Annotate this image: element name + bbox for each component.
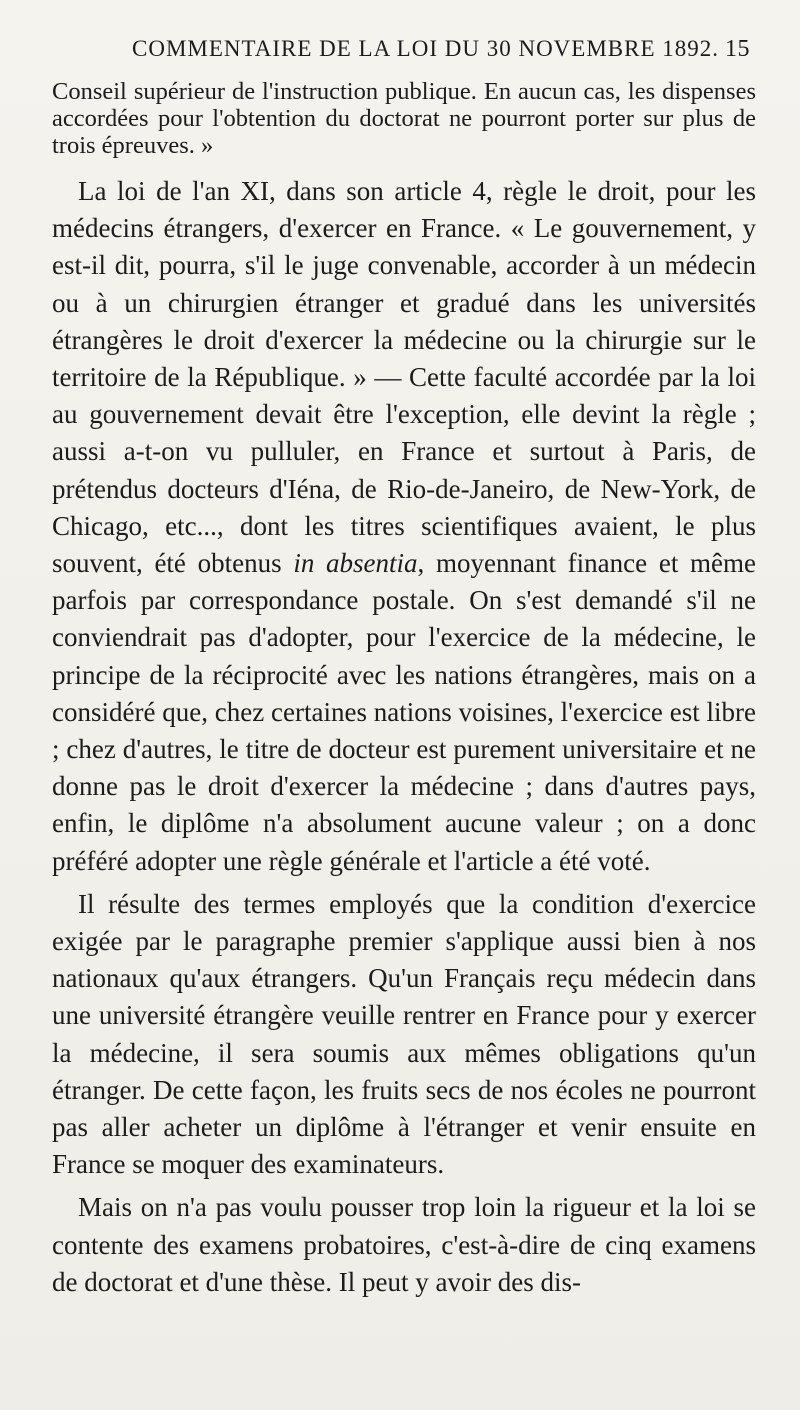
paragraph-2 (52, 173, 756, 880)
paragraph-4-text: Mais on n'a pas voulu pousser trop loin la rigueur et la loi se contente des examens probatoires, c'est-à-dire de cinq examens de doctorat et d'une thèse. Il peut y avoir des dis- (52, 1192, 756, 1297)
paragraph-3 (52, 886, 756, 1184)
paragraph-2-italic-phrase: in absentia (293, 548, 418, 579)
running-title: COMMENTAIRE DE LA LOI DU 30 NOVEMBRE 1892. (132, 36, 720, 61)
page-number: 15 (725, 36, 750, 62)
paragraph-1 (52, 78, 756, 159)
running-head (52, 36, 756, 76)
paragraph-4 (52, 1189, 756, 1301)
paragraph-2-text-after: , moyennant finance et même parfois par correspondance postale. On s'est demandé s'il ne conviendrait pas d'adopter, pour l'exercice de la médecine, le principe de la réciprocité avec les nations étrangères, mais on a considéré que, chez certaines nations voisines, l'exercice est libre ; chez d'autres, le titre de docteur est purement universitaire et ne donne pas le droit d'exercer la médecine ; dans d'autres pays, enfin, le diplôme n'a absolument aucune valeur ; on a donc préféré adopter une règle générale et l'article a été voté. (52, 548, 756, 876)
paragraph-2-text: La loi de l'an XI, dans son article 4, règle le droit, pour les médecins étrangers, d'exercer en France. « Le gouvernement, y est-il dit, pourra, s'il le juge convenable, accorder à un médecin ou à un chirurgien étranger et gradué dans les universités étrangères le droit d'exercer la médecine ou la chirurgie sur le territoire de la République. » — Cette faculté accordée par la loi au gouvernement devait être l'exception, elle devint la règle ; aussi a-t-on vu pulluler, en France et surtout à Paris, de prétendus docteurs d'Iéna, de Rio-de-Janeiro, de New-York, de Chicago, etc..., dont les titres scientifiques avaient, le plus souvent, été obtenus (52, 176, 756, 579)
body-text (52, 78, 756, 1301)
paragraph-3-text: Il résulte des termes employés que la condition d'exercice exigée par le paragraphe premier s'applique aussi bien à nos nationaux qu'aux étrangers. Qu'un Français reçu médecin dans une université étrangère veuille rentrer en France pour y exercer la médecine, il sera soumis aux mêmes obligations qu'un étranger. De cette façon, les fruits secs de nos écoles ne pourront pas aller acheter un diplôme à l'étranger et venir ensuite en France se moquer des examinateurs. (52, 888, 756, 1180)
paragraph-1-text: Conseil supérieur de l'instruction publique. En aucun cas, les dispenses accordées pour l'obtention du doctorat ne pourront porter sur plus de trois épreuves. » (52, 78, 756, 159)
